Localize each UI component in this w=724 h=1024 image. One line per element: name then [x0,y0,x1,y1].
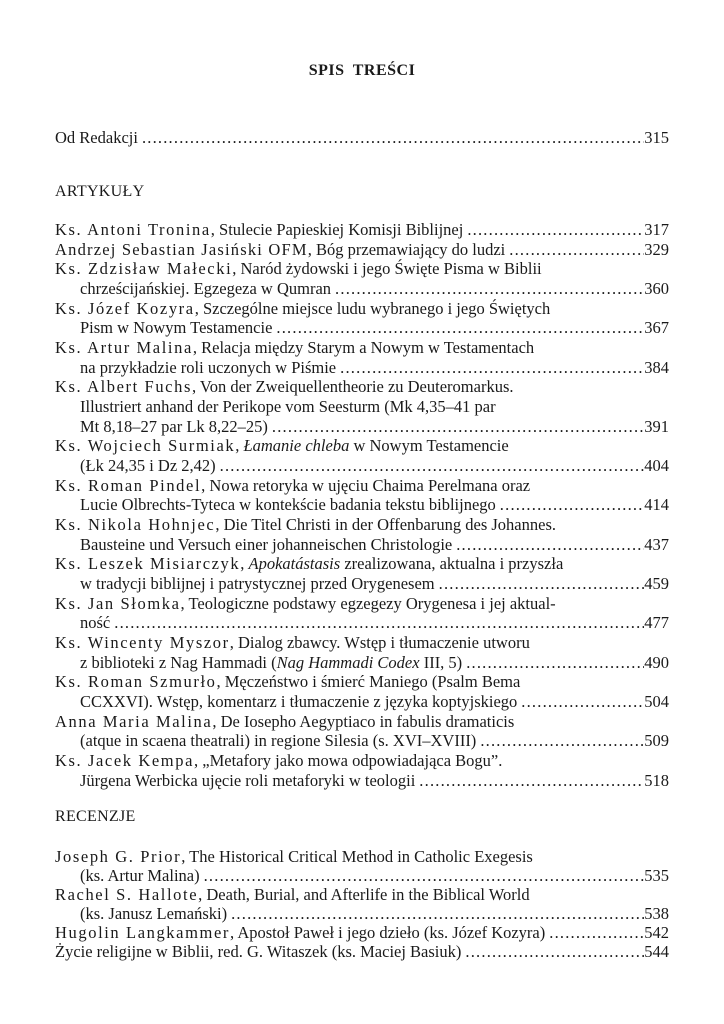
entry-title-cont: Mt 8,18–27 par Lk 8,22–25) [80,417,268,436]
entry-title: , Szczególne miejsce ludu wybranego i jego Świętych [194,299,551,318]
entry-title: , [240,554,249,573]
toc-entry[interactable] [55,942,669,962]
toc-entry[interactable] [55,358,669,378]
entry-title-cont: Illustriert anhand der Perikope vom Seesturm (Mk 4,35–41 par [80,397,496,416]
leader-dots [435,574,645,594]
entry-title: , Męczeństwo i śmierć Maniego (Psalm Bema [216,672,521,691]
entry-author: Ks. Zdzisław Małecki [55,259,233,278]
entry-title-cont: z biblioteki z Nag Hammadi (Nag Hammadi Codex III, 5) [80,653,463,672]
entry-title: , Stulecie Papieskiej Komisji Biblijnej [210,220,464,239]
toc-entry[interactable] [55,220,669,240]
toc-entry-line[interactable] [55,633,669,653]
toc-entry-od-redakcji[interactable] [55,128,669,148]
entry-author: Hugolin Langkammer [55,923,230,942]
leader-dots [545,923,644,943]
leader-dots [463,220,644,240]
page-number: 509 [644,731,669,750]
page-number: 315 [644,128,669,147]
toc-entry[interactable] [55,456,669,476]
entry-title-cont: CCXXVI). Wstęp, komentarz i tłumaczenie z języka koptyjskiego [80,692,518,711]
toc-entry-line[interactable] [55,259,669,279]
leader-dots [138,128,644,148]
entry-title-cont: w tradycji biblijnej i patrystycznej przed Orygenesem [80,574,435,593]
page-number: 490 [644,653,669,672]
entry-title: , [235,436,244,455]
toc-entry-line[interactable] [55,436,669,456]
entry-title: , Nowa retoryka w ujęciu Chaima Perelmana oraz [201,476,531,495]
toc-entry[interactable] [55,535,669,555]
entry-author: Joseph G. Prior [55,847,182,866]
entry-title: , Teologiczne podstawy egzegezy Orygenesa i jej aktual- [180,594,556,613]
toc-entry[interactable] [55,318,669,338]
toc-entry-line [55,397,669,417]
page-number: 437 [644,535,669,554]
toc-entry[interactable] [55,574,669,594]
page-number: 329 [644,240,669,259]
toc-entry[interactable] [55,923,669,943]
toc-entry[interactable] [55,866,669,886]
entry-author: Ks. Józef Kozyra [55,299,195,318]
toc-entry[interactable] [55,240,669,260]
entry-author: Andrzej Sebastian Jasiński OFM [55,240,308,259]
toc-entry-line[interactable] [55,885,669,905]
entry-author: Ks. Roman Szmurło [55,672,217,691]
leader-dots [331,279,644,299]
entry-title: , Bóg przemawiający do ludzi [307,240,506,259]
page-number: 544 [644,942,669,961]
entry-author: Ks. Wojciech Surmiak [55,436,236,455]
entry-title: w Nowym Testamencie [349,436,509,455]
toc-entry-line[interactable] [55,712,669,732]
page-number: 518 [644,771,669,790]
entry-title: , Von der Zweiquellentheorie zu Deuteromarkus. [191,377,514,396]
page-number: 459 [644,574,669,593]
entry-title-cont: (ks. Janusz Lemański) [80,904,228,923]
entry-author: Ks. Jan Słomka [55,594,181,613]
toc-entry[interactable] [55,904,669,924]
section-heading-artykuly: ARTYKUŁY [55,183,145,200]
leader-dots [496,495,644,515]
toc-entry[interactable] [55,731,669,751]
toc-entry-line[interactable] [55,847,669,867]
toc-entry[interactable] [55,692,669,712]
entry-title-cont: Jürgena Werbicka ujęcie roli metaforyki w teologii [80,771,416,790]
leader-dots [200,866,645,886]
entry-author: Ks. Roman Pindel [55,476,202,495]
entry-title: , Death, Burial, and Afterlife in the Biblical World [198,885,530,904]
entry-title: , The Historical Critical Method in Catholic Exegesis [181,847,533,866]
page-number: 391 [644,417,669,436]
toc-entry[interactable] [55,771,669,791]
entry-title-cont: ność [80,613,111,632]
page-number: 414 [644,495,669,514]
toc-entry[interactable] [55,613,669,633]
toc-entry-line[interactable] [55,672,669,692]
leader-dots [505,240,644,260]
toc-entry[interactable] [55,417,669,437]
entry-author: Ks. Leszek Misiarczyk [55,554,241,573]
page-number: 538 [644,904,669,923]
leader-dots [336,358,644,378]
entry-text: Od Redakcji [55,128,138,147]
entry-title: zrealizowana, aktualna i przyszła [340,554,564,573]
entry-title-cont: Bausteine und Versuch einer johanneischen Christologie [80,535,453,554]
leader-dots [268,417,644,437]
page-number: 535 [644,866,669,885]
page-number: 367 [644,318,669,337]
page-number: 317 [644,220,669,239]
page-number: 360 [644,279,669,298]
toc-entry[interactable] [55,495,669,515]
entry-title: , Apostoł Paweł i jego dzieło (ks. Józef Kozyra) [229,923,546,942]
entry-title-italic: Apokatástasis [248,554,341,573]
entry-author: Anna Maria Malina [55,712,213,731]
page-number: 477 [644,613,669,632]
entry-title-italic: Nag Hammadi Codex [276,653,420,672]
entry-title: , Naród żydowski i jego Święte Pisma w Biblii [232,259,542,278]
toc-entry[interactable] [55,653,669,673]
entry-title: , Die Titel Christi in der Offenbarung des Johannes. [215,515,556,534]
leader-dots [110,613,644,633]
toc-entry-line[interactable] [55,377,669,397]
page-number: 542 [644,923,669,942]
entry-title: , „Metafory jako mowa odpowiadająca Bogu”. [194,751,503,770]
page-number: 404 [644,456,669,475]
leader-dots [452,535,644,555]
entry-title-cont: na przykładzie roli uczonych w Piśmie [80,358,337,377]
entry-title: , Dialog zbawcy. Wstęp i tłumaczenie utworu [229,633,530,652]
page-title: SPIS TREŚCI [308,62,416,79]
entry-author: Ks. Albert Fuchs [55,377,192,396]
toc-entry[interactable] [55,279,669,299]
toc-entry-line[interactable] [55,554,669,574]
toc-entry-line[interactable] [55,476,669,496]
entry-author: Ks. Nikola Hohnjec [55,515,216,534]
entry-title-cont: (atque in scaena theatrali) in regione Silesia (s. XVI–XVIII) [80,731,477,750]
entry-title: , Relacja między Starym a Nowym w Testamentach [192,338,535,357]
entry-title-cont: (Łk 24,35 i Dz 2,42) [80,456,216,475]
leader-dots [462,653,644,673]
toc-entry-line[interactable] [55,515,669,535]
leader-dots [227,904,644,924]
toc-entry-line[interactable] [55,299,669,319]
leader-dots [517,692,644,712]
leader-dots [415,771,644,791]
entry-author: Ks. Wincenty Myszor [55,633,230,652]
page-number: 504 [644,692,669,711]
entry-author: Ks. Jacek Kempa [55,751,195,770]
entry-author: Ks. Antoni Tronina [55,220,211,239]
entry-author: Rachel S. Hallote [55,885,199,904]
entry-title-italic: Łamanie chleba [243,436,350,455]
entry-title: Życie religijne w Biblii, red. G. Witaszek (ks. Maciej Basiuk) [55,942,462,961]
entry-title: , De Iosepho Aegyptiaco in fabulis dramaticis [212,712,515,731]
toc-entry-line[interactable] [55,594,669,614]
toc-entry-line[interactable] [55,751,669,771]
leader-dots [216,456,645,476]
leader-dots [461,942,644,962]
entry-title-cont: Pism w Nowym Testamencie [80,318,273,337]
entry-author: Ks. Artur Malina [55,338,193,357]
page-number: 384 [644,358,669,377]
entry-title-cont: chrześcijańskiej. Egzegeza w Qumran [80,279,332,298]
toc-entry-line[interactable] [55,338,669,358]
section-heading-recenzje: RECENZJE [55,808,136,825]
leader-dots [476,731,644,751]
entry-title-cont: (ks. Artur Malina) [80,866,200,885]
entry-title-cont: Lucie Olbrechts-Tyteca w kontekście badania tekstu biblijnego [80,495,496,514]
leader-dots [272,318,644,338]
